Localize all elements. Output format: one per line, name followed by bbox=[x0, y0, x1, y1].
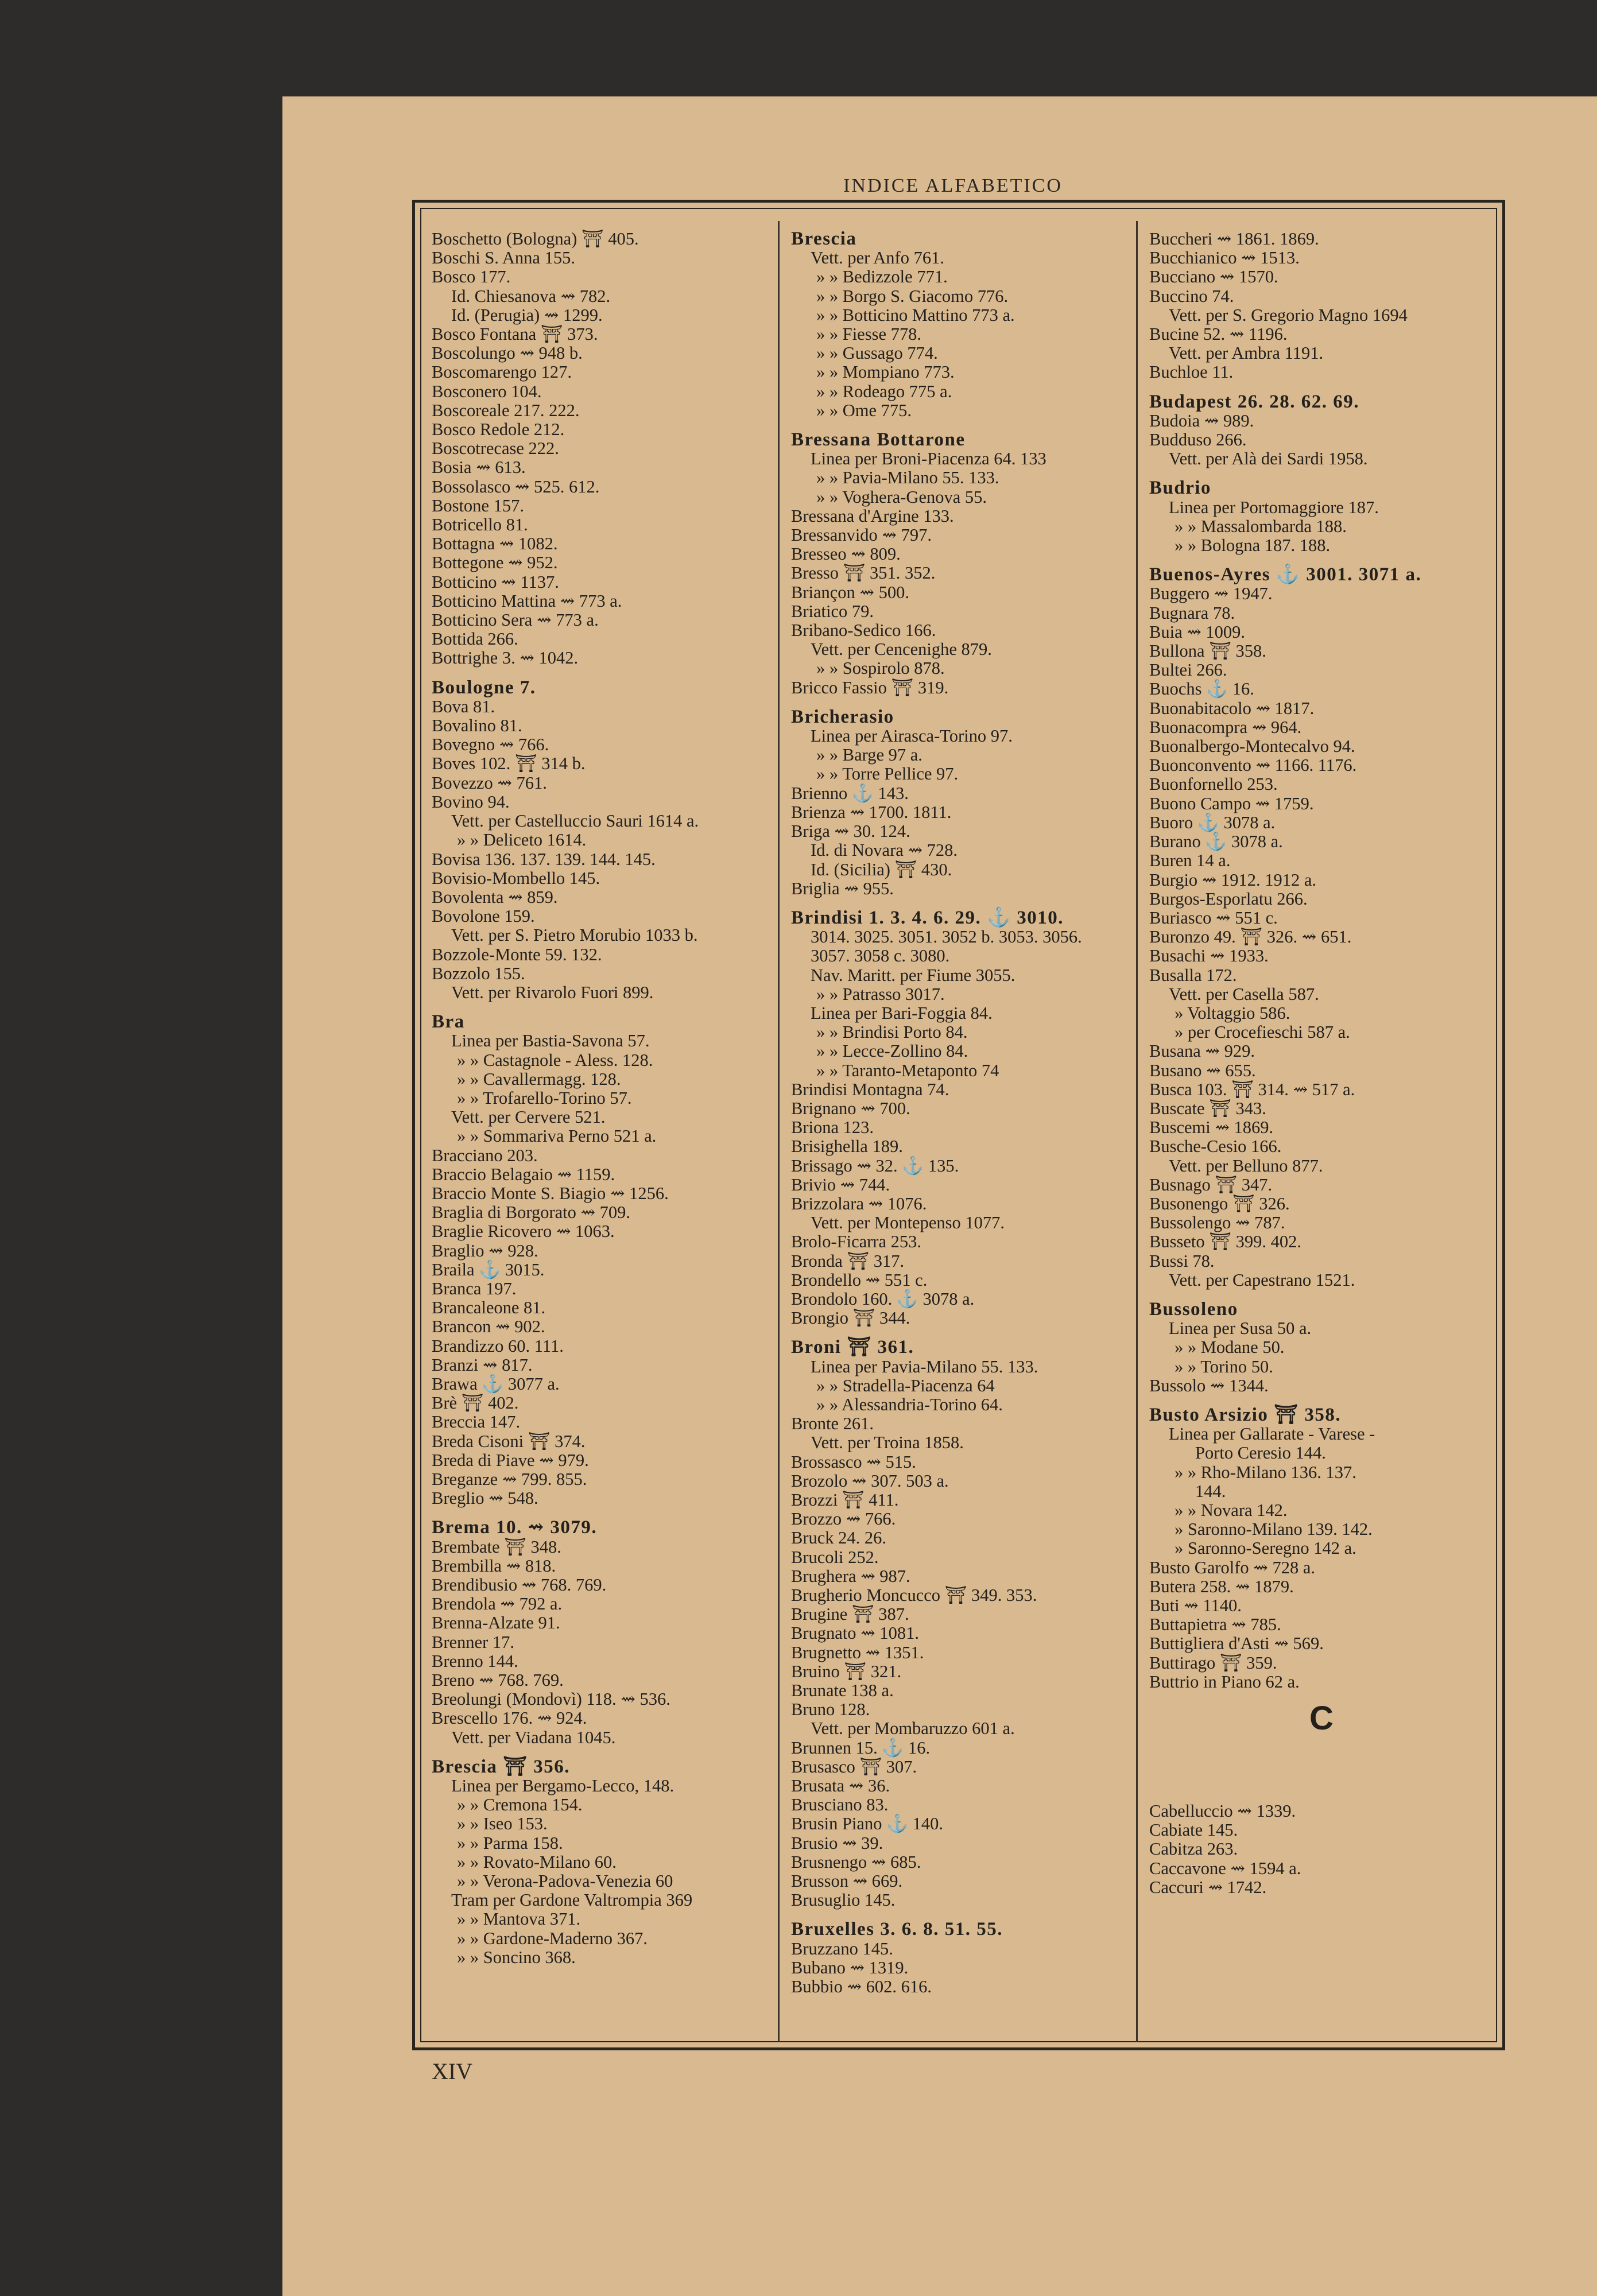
index-entry: Bressanvido ⇝ 797. bbox=[791, 525, 932, 545]
index-entry: » » Pavia-Milano 55. 133. bbox=[816, 468, 999, 488]
index-entry: Buti ⇝ 1140. bbox=[1149, 1596, 1242, 1616]
index-entry: Brè ⛩ 402. bbox=[432, 1393, 519, 1413]
index-entry: » » Gussago 774. bbox=[816, 343, 938, 363]
index-entry: Cabelluccio ⇝ 1339. bbox=[1149, 1801, 1296, 1821]
index-entry: Brizzolara ⇝ 1076. bbox=[791, 1193, 927, 1213]
index-entry: Brolo-Ficarra 253. bbox=[791, 1232, 921, 1252]
index-column-2 bbox=[791, 230, 1124, 1996]
index-entry: Brienza ⇝ 1700. 1811. bbox=[791, 802, 952, 822]
index-entry: 3057. 3058 c. 3080. bbox=[811, 946, 950, 966]
index-entry: Butera 258. ⇝ 1879. bbox=[1149, 1576, 1294, 1596]
index-entry: Vett. per Capestrano 1521. bbox=[1169, 1270, 1355, 1290]
index-entry: Buonconvento ⇝ 1166. 1176. bbox=[1149, 755, 1357, 775]
index-entry: Bucine 52. ⇝ 1196. bbox=[1149, 324, 1288, 344]
index-entry: » » Lecce-Zollino 84. bbox=[816, 1041, 968, 1061]
index-entry: Linea per Broni-Piacenza 64. 133 bbox=[811, 449, 1046, 469]
index-entry: Caccuri ⇝ 1742. bbox=[1149, 1877, 1267, 1897]
index-entry: Buscate ⛩ 343. bbox=[1149, 1098, 1266, 1118]
index-entry: Budoia ⇝ 989. bbox=[1149, 410, 1254, 430]
index-entry: Brughera ⇝ 987. bbox=[791, 1566, 910, 1586]
index-entry: » » Botticino Mattino 773 a. bbox=[816, 305, 1015, 325]
index-entry: Porto Ceresio 144. bbox=[1195, 1443, 1326, 1463]
index-entry: Vett. per Viadana 1045. bbox=[451, 1727, 616, 1747]
index-entry: Bugnara 78. bbox=[1149, 603, 1235, 623]
index-entry: Bussi 78. bbox=[1149, 1251, 1215, 1271]
column-divider bbox=[1136, 221, 1138, 2042]
index-entry: Bozzole-Monte 59. 132. bbox=[432, 944, 602, 964]
index-entry: Busana ⇝ 929. bbox=[1149, 1041, 1255, 1061]
index-entry: Bosco 177. bbox=[432, 267, 511, 287]
index-entry: Busnago ⛩ 347. bbox=[1149, 1174, 1273, 1194]
index-entry: Linea per Airasca-Torino 97. bbox=[811, 726, 1013, 746]
index-entry: Buochs ⚓ 16. bbox=[1149, 679, 1254, 699]
index-entry: Vett. per Cencenighe 879. bbox=[811, 639, 992, 660]
index-entry: Braglia di Borgorato ⇝ 709. bbox=[432, 1203, 631, 1223]
index-entry: Brucoli 252. bbox=[791, 1547, 879, 1567]
index-entry: Briga ⇝ 30. 124. bbox=[791, 821, 910, 841]
index-entry: Breda Cisoni ⛩ 374. bbox=[432, 1431, 586, 1451]
index-entry: Breda di Piave ⇝ 979. bbox=[432, 1450, 589, 1470]
index-entry: Brugnetto ⇝ 1351. bbox=[791, 1642, 924, 1662]
index-entry: » » Sommariva Perno 521 a. bbox=[457, 1126, 657, 1146]
index-entry: Bovino 94. bbox=[432, 792, 510, 812]
index-entry: Buonabitacolo ⇝ 1817. bbox=[1149, 698, 1315, 718]
index-entry: Buccino 74. bbox=[1149, 286, 1234, 306]
index-entry: » » Massalombarda 188. bbox=[1175, 516, 1347, 536]
index-entry: Braccio Belagaio ⇝ 1159. bbox=[432, 1164, 615, 1184]
index-entry: » per Crocefieschi 587 a. bbox=[1175, 1022, 1350, 1042]
index-entry: Buttirago ⛩ 359. bbox=[1149, 1653, 1277, 1673]
index-entry: Vett. per Alà dei Sardi 1958. bbox=[1169, 449, 1368, 469]
index-entry: Breccia 147. bbox=[432, 1412, 521, 1432]
index-entry: » » Brindisi Porto 84. bbox=[816, 1022, 968, 1042]
index-entry: Bosconero 104. bbox=[432, 381, 542, 401]
index-entry: Bovisa 136. 137. 139. 144. 145. bbox=[432, 849, 656, 869]
index-entry: » » Voghera-Genova 55. bbox=[816, 487, 987, 507]
index-entry: Brozzi ⛩ 411. bbox=[791, 1490, 899, 1510]
index-entry: Bressana d'Argine 133. bbox=[791, 506, 954, 526]
index-entry: Brembate ⛩ 348. bbox=[432, 1537, 561, 1557]
index-entry: Braglio ⇝ 928. bbox=[432, 1240, 538, 1261]
index-entry: Brusuglio 145. bbox=[791, 1890, 896, 1910]
index-entry: Brenno 144. bbox=[432, 1651, 518, 1671]
index-entry: Brusson ⇝ 669. bbox=[791, 1871, 903, 1891]
index-entry: » Saronno-Seregno 142 a. bbox=[1175, 1538, 1356, 1558]
index-entry: Bresso ⛩ 351. 352. bbox=[791, 563, 936, 583]
index-entry: » » Mantova 371. bbox=[457, 1909, 581, 1929]
index-entry: Bosco Fontana ⛩ 373. bbox=[432, 324, 598, 344]
index-entry: » Voltaggio 586. bbox=[1175, 1003, 1290, 1023]
index-entry: Bovegno ⇝ 766. bbox=[432, 735, 549, 755]
index-entry: Linea per Gallarate - Varese - bbox=[1169, 1424, 1375, 1444]
index-entry: Brenner 17. bbox=[432, 1632, 514, 1652]
index-entry: Brusin Piano ⚓ 140. bbox=[791, 1814, 944, 1834]
index-heading: Bussoleno bbox=[1149, 1298, 1238, 1320]
index-entry: Bracciano 203. bbox=[432, 1145, 538, 1165]
index-entry: Brindisi Montagna 74. bbox=[791, 1079, 949, 1099]
index-entry: » » Cremona 154. bbox=[457, 1795, 583, 1815]
index-entry: » » Mompiano 773. bbox=[816, 362, 955, 382]
index-entry: Brusciano 83. bbox=[791, 1795, 889, 1815]
index-entry: Bultei 266. bbox=[1149, 660, 1227, 680]
index-entry: Vett. per Mombaruzzo 601 a. bbox=[811, 1719, 1015, 1739]
index-entry: Linea per Bergamo-Lecco, 148. bbox=[451, 1776, 675, 1796]
index-entry: Buoro ⚓ 3078 a. bbox=[1149, 812, 1276, 832]
index-entry: Bovisio-Mombello 145. bbox=[432, 868, 600, 888]
index-entry: Brancaleone 81. bbox=[432, 1298, 546, 1318]
index-entry: Vett. per Belluno 877. bbox=[1169, 1155, 1323, 1176]
index-heading: Busto Arsizio ⛩ 358. bbox=[1149, 1404, 1342, 1425]
index-entry: Buttigliera d'Asti ⇝ 569. bbox=[1149, 1634, 1324, 1654]
index-entry: Bucciano ⇝ 1570. bbox=[1149, 267, 1278, 287]
index-entry: Buttapietra ⇝ 785. bbox=[1149, 1615, 1281, 1635]
index-heading: Boulogne 7. bbox=[432, 677, 536, 698]
index-entry: » » Modane 50. bbox=[1175, 1337, 1285, 1358]
index-entry: » » Trofarello-Torino 57. bbox=[457, 1088, 632, 1108]
index-entry: Brancon ⇝ 902. bbox=[432, 1317, 545, 1337]
index-entry: Linea per Bastia-Savona 57. bbox=[451, 1031, 650, 1051]
index-entry: » » Novara 142. bbox=[1175, 1500, 1288, 1520]
index-entry: » » Barge 97 a. bbox=[816, 745, 922, 765]
index-entry: Boschi S. Anna 155. bbox=[432, 248, 575, 268]
index-entry: Buia ⇝ 1009. bbox=[1149, 622, 1246, 642]
index-entry: Botticino ⇝ 1137. bbox=[432, 572, 559, 592]
index-entry: Bovezzo ⇝ 761. bbox=[432, 773, 547, 793]
index-entry: Boscolungo ⇝ 948 b. bbox=[432, 343, 583, 363]
index-entry: Briona 123. bbox=[791, 1118, 874, 1138]
index-entry: Bovolenta ⇝ 859. bbox=[432, 887, 558, 907]
index-heading: Bruxelles 3. 6. 8. 51. 55. bbox=[791, 1919, 1003, 1940]
index-entry: Id. (Sicilia) ⛩ 430. bbox=[811, 859, 952, 879]
index-entry: » Saronno-Milano 139. 142. bbox=[1175, 1519, 1373, 1539]
index-heading: Budrio bbox=[1149, 478, 1212, 499]
index-entry: Buonacompra ⇝ 964. bbox=[1149, 717, 1302, 737]
index-heading: Bressana Bottarone bbox=[791, 429, 966, 451]
index-entry: Linea per Bari-Foggia 84. bbox=[811, 1003, 993, 1023]
index-entry: Bullona ⛩ 358. bbox=[1149, 641, 1266, 661]
index-entry: Boscomarengo 127. bbox=[432, 362, 572, 382]
index-entry: Vett. per Castelluccio Sauri 1614 a. bbox=[451, 811, 699, 831]
index-column-3 bbox=[1149, 230, 1494, 1897]
index-entry: » » Cavallermagg. 128. bbox=[457, 1069, 621, 1089]
index-entry: Branca 197. bbox=[432, 1278, 517, 1298]
index-entry: Buchloe 11. bbox=[1149, 362, 1234, 382]
index-column-1 bbox=[432, 230, 765, 1967]
index-entry: » » Rodeago 775 a. bbox=[816, 381, 952, 401]
index-entry: » » Deliceto 1614. bbox=[457, 830, 587, 850]
index-entry: » » Verona-Padova-Venezia 60 bbox=[457, 1871, 673, 1891]
index-entry: Boscoreale 217. 222. bbox=[432, 400, 580, 420]
index-entry: Bussolo ⇝ 1344. bbox=[1149, 1375, 1269, 1395]
index-entry: Brendibusio ⇝ 768. 769. bbox=[432, 1575, 607, 1595]
index-entry: Burgos-Esporlatu 266. bbox=[1149, 889, 1308, 909]
index-entry: Vett. per Casella 587. bbox=[1169, 984, 1319, 1004]
index-entry: Brugherio Moncucco ⛩ 349. 353. bbox=[791, 1585, 1037, 1605]
index-entry: Vett. per Montepenso 1077. bbox=[811, 1213, 1005, 1233]
index-entry: Linea per Portomaggiore 187. bbox=[1169, 497, 1379, 517]
index-heading: Brescia ⛩ 356. bbox=[432, 1756, 571, 1777]
index-entry: » » Gardone-Maderno 367. bbox=[457, 1928, 648, 1948]
index-heading: Bricherasio bbox=[791, 706, 894, 727]
index-heading: Broni ⛩ 361. bbox=[791, 1337, 914, 1358]
index-entry: » » Stradella-Piacenza 64 bbox=[816, 1375, 995, 1395]
index-entry: Brawa ⚓ 3077 a. bbox=[432, 1374, 560, 1394]
index-entry: Branzi ⇝ 817. bbox=[432, 1355, 533, 1375]
index-entry: Bovolone 159. bbox=[432, 906, 535, 926]
index-entry: 144. bbox=[1195, 1481, 1226, 1501]
index-heading: Brescia bbox=[791, 228, 857, 249]
index-entry: Brugine ⛩ 387. bbox=[791, 1604, 909, 1624]
index-entry: Brossasco ⇝ 515. bbox=[791, 1452, 916, 1472]
column-divider bbox=[778, 221, 780, 2042]
index-entry: » » Taranto-Metaponto 74 bbox=[816, 1060, 999, 1080]
index-entry: Vett. per Troina 1858. bbox=[811, 1433, 964, 1453]
index-entry: Bozzolo 155. bbox=[432, 963, 525, 983]
index-entry: Buscemi ⇝ 1869. bbox=[1149, 1118, 1274, 1138]
index-entry: Bruck 24. 26. bbox=[791, 1528, 887, 1548]
index-entry: Brunnen 15. ⚓ 16. bbox=[791, 1737, 931, 1758]
index-entry: » » Ome 775. bbox=[816, 400, 912, 420]
index-entry: Id. Chiesanova ⇝ 782. bbox=[451, 286, 611, 306]
index-entry: Breganze ⇝ 799. 855. bbox=[432, 1469, 587, 1489]
index-entry: Briglia ⇝ 955. bbox=[791, 878, 894, 898]
index-entry: Burgio ⇝ 1912. 1912 a. bbox=[1149, 870, 1317, 890]
index-entry: Bovalino 81. bbox=[432, 716, 522, 736]
index-entry: Bubbio ⇝ 602. 616. bbox=[791, 1977, 932, 1997]
index-entry: Bottegone ⇝ 952. bbox=[432, 553, 558, 573]
index-entry: Brozolo ⇝ 307. 503 a. bbox=[791, 1471, 949, 1491]
index-entry: Botticino Sera ⇝ 773 a. bbox=[432, 610, 599, 630]
index-entry: 3014. 3025. 3051. 3052 b. 3053. 3056. bbox=[811, 927, 1082, 947]
index-entry: Bosco Redole 212. bbox=[432, 420, 565, 440]
index-entry: Nav. Maritt. per Fiume 3055. bbox=[811, 965, 1015, 985]
index-entry: » » Bedizzole 771. bbox=[816, 267, 948, 287]
index-entry: Brendola ⇝ 792 a. bbox=[432, 1594, 563, 1614]
index-entry: Brusnengo ⇝ 685. bbox=[791, 1852, 921, 1872]
index-entry: » » Alessandria-Torino 64. bbox=[816, 1394, 1003, 1414]
index-entry: Botricello 81. bbox=[432, 515, 528, 535]
index-entry: Busano ⇝ 655. bbox=[1149, 1060, 1256, 1080]
index-entry: Bruzzano 145. bbox=[791, 1938, 893, 1958]
index-entry: Buggero ⇝ 1947. bbox=[1149, 584, 1273, 604]
index-entry: Brienno ⚓ 143. bbox=[791, 783, 909, 803]
index-entry: Cabiate 145. bbox=[1149, 1820, 1238, 1840]
index-entry: Brescello 176. ⇝ 924. bbox=[432, 1708, 587, 1728]
index-entry: Bricco Fassio ⛩ 319. bbox=[791, 677, 949, 697]
index-entry: » » Borgo S. Giacomo 776. bbox=[816, 286, 1009, 306]
index-entry: Bronte 261. bbox=[791, 1414, 874, 1434]
index-entry: Brandizzo 60. 111. bbox=[432, 1336, 564, 1356]
index-entry: Vett. per Ambra 1191. bbox=[1169, 343, 1324, 363]
index-entry: Bubano ⇝ 1319. bbox=[791, 1957, 909, 1977]
page-title: INDICE ALFABETICO bbox=[843, 175, 1063, 196]
index-entry: Bossolasco ⇝ 525. 612. bbox=[432, 476, 600, 497]
index-entry: Buren 14 a. bbox=[1149, 851, 1231, 871]
index-entry: Buonfornello 253. bbox=[1149, 774, 1278, 794]
index-entry: Bruino ⛩ 321. bbox=[791, 1661, 902, 1681]
index-entry: Brissago ⇝ 32. ⚓ 135. bbox=[791, 1155, 959, 1176]
index-entry: Buccheri ⇝ 1861. 1869. bbox=[1149, 229, 1319, 249]
index-entry: Id. (Perugia) ⇝ 1299. bbox=[451, 305, 603, 325]
index-entry: » » Iseo 153. bbox=[457, 1814, 548, 1834]
index-entry: Briançon ⇝ 500. bbox=[791, 582, 909, 602]
index-entry: Bostone 157. bbox=[432, 495, 524, 515]
index-entry: Brisighella 189. bbox=[791, 1137, 903, 1157]
index-entry: Brembilla ⇝ 818. bbox=[432, 1556, 556, 1576]
page-number: XIV bbox=[432, 2058, 473, 2084]
index-entry: Brondolo 160. ⚓ 3078 a. bbox=[791, 1289, 975, 1309]
index-entry: Linea per Pavia-Milano 55. 133. bbox=[811, 1356, 1038, 1376]
index-entry: Brusasco ⛩ 307. bbox=[791, 1756, 917, 1777]
index-heading: Buenos-Ayres ⚓ 3001. 3071 a. bbox=[1149, 564, 1422, 585]
index-entry: Bussolengo ⇝ 787. bbox=[1149, 1213, 1285, 1233]
index-entry: Busto Garolfo ⇝ 728 a. bbox=[1149, 1557, 1316, 1577]
index-entry: Braila ⚓ 3015. bbox=[432, 1259, 545, 1279]
index-entry: » » Soncino 368. bbox=[457, 1947, 576, 1967]
index-entry: Buriasco ⇝ 551 c. bbox=[1149, 907, 1278, 928]
index-heading: Budapest 26. 28. 62. 69. bbox=[1149, 391, 1360, 412]
index-entry: » » Torre Pellice 97. bbox=[816, 764, 959, 784]
index-entry: Bottida 266. bbox=[432, 629, 518, 649]
index-heading: Brindisi 1. 3. 4. 6. 29. ⚓ 3010. bbox=[791, 907, 1064, 928]
index-entry: » » Rho-Milano 136. 137. bbox=[1175, 1462, 1356, 1482]
index-entry: Busca 103. ⛩ 314. ⇝ 517 a. bbox=[1149, 1079, 1355, 1099]
index-entry: Linea per Susa 50 a. bbox=[1169, 1318, 1312, 1339]
index-entry: Botticino Mattina ⇝ 773 a. bbox=[432, 591, 622, 611]
index-entry: » » Patrasso 3017. bbox=[816, 984, 945, 1004]
index-entry: Busonengo ⛩ 326. bbox=[1149, 1193, 1290, 1213]
index-entry: Cabitza 263. bbox=[1149, 1839, 1238, 1859]
index-entry: Buonalbergo-Montecalvo 94. bbox=[1149, 736, 1355, 757]
index-entry: Boscotrecase 222. bbox=[432, 439, 559, 459]
index-entry: Bottagna ⇝ 1082. bbox=[432, 534, 558, 554]
index-entry: Brivio ⇝ 744. bbox=[791, 1174, 890, 1194]
index-entry: Budduso 266. bbox=[1149, 430, 1247, 450]
index-entry: Vett. per Anfo 761. bbox=[811, 248, 944, 268]
index-entry: Briatico 79. bbox=[791, 601, 874, 621]
index-heading: Brema 10. ⇝ 3079. bbox=[432, 1517, 598, 1538]
index-entry: Bronda ⛩ 317. bbox=[791, 1251, 905, 1271]
index-entry: » » Sospirolo 878. bbox=[816, 658, 945, 678]
index-entry: Bottrighe 3. ⇝ 1042. bbox=[432, 648, 579, 668]
index-entry: » » Parma 158. bbox=[457, 1833, 563, 1853]
index-entry: Tram per Gardone Valtrompia 369 bbox=[451, 1890, 693, 1910]
index-entry: Bucchianico ⇝ 1513. bbox=[1149, 248, 1300, 268]
index-entry: Brondello ⇝ 551 c. bbox=[791, 1270, 928, 1290]
index-entry: Brongio ⛩ 344. bbox=[791, 1308, 910, 1328]
index-heading: Bra bbox=[432, 1011, 465, 1033]
index-entry: Braccio Monte S. Biagio ⇝ 1256. bbox=[432, 1183, 669, 1203]
index-entry: » » Rovato-Milano 60. bbox=[457, 1852, 617, 1872]
index-entry: Boves 102. ⛩ 314 b. bbox=[432, 754, 586, 774]
index-entry: Vett. per Rivarolo Fuori 899. bbox=[451, 982, 654, 1002]
index-entry: Brignano ⇝ 700. bbox=[791, 1098, 910, 1118]
index-entry: Busachi ⇝ 1933. bbox=[1149, 946, 1269, 966]
index-entry: » » Bologna 187. 188. bbox=[1175, 536, 1331, 556]
index-entry: Bruno 128. bbox=[791, 1700, 870, 1720]
index-entry: Buronzo 49. ⛩ 326. ⇝ 651. bbox=[1149, 927, 1352, 947]
index-entry: Brozzo ⇝ 766. bbox=[791, 1509, 896, 1529]
index-entry: Breolungi (Mondovì) 118. ⇝ 536. bbox=[432, 1689, 670, 1709]
index-entry: Buttrio in Piano 62 a. bbox=[1149, 1671, 1300, 1692]
index-entry: » » Castagnole - Aless. 128. bbox=[457, 1050, 653, 1070]
index-entry: Vett. per S. Pietro Morubio 1033 b. bbox=[451, 925, 698, 945]
index-entry: Vett. per S. Gregorio Magno 1694 bbox=[1169, 305, 1408, 325]
index-entry: Bresseo ⇝ 809. bbox=[791, 544, 901, 564]
index-entry: Burano ⚓ 3078 a. bbox=[1149, 832, 1283, 852]
index-entry: Caccavone ⇝ 1594 a. bbox=[1149, 1858, 1301, 1878]
index-entry: Boschetto (Bologna) ⛩ 405. bbox=[432, 229, 639, 249]
index-entry: » » Torino 50. bbox=[1175, 1356, 1273, 1376]
index-entry: Breglio ⇝ 548. bbox=[432, 1488, 538, 1508]
index-entry: Brenna-Alzate 91. bbox=[432, 1613, 560, 1633]
section-letter: C bbox=[1309, 1700, 1334, 1737]
index-entry: Braglie Ricovero ⇝ 1063. bbox=[432, 1221, 615, 1242]
index-entry: Brusata ⇝ 36. bbox=[791, 1776, 890, 1796]
index-entry: Bova 81. bbox=[432, 696, 495, 716]
index-entry: Breno ⇝ 768. 769. bbox=[432, 1670, 564, 1690]
index-entry: » » Fiesse 778. bbox=[816, 324, 921, 344]
index-entry: Busalla 172. bbox=[1149, 965, 1237, 985]
index-entry: Busseto ⛩ 399. 402. bbox=[1149, 1232, 1301, 1252]
index-entry: Brugnato ⇝ 1081. bbox=[791, 1623, 919, 1643]
index-entry: Brunate 138 a. bbox=[791, 1681, 894, 1701]
index-entry: Busche-Cesio 166. bbox=[1149, 1137, 1282, 1157]
index-entry: Bosia ⇝ 613. bbox=[432, 457, 526, 478]
index-entry: Vett. per Cervere 521. bbox=[451, 1107, 606, 1127]
index-entry: Bribano-Sedico 166. bbox=[791, 620, 936, 641]
index-entry: Buono Campo ⇝ 1759. bbox=[1149, 793, 1314, 813]
index-entry: Brusio ⇝ 39. bbox=[791, 1833, 883, 1853]
index-entry: Id. di Novara ⇝ 728. bbox=[811, 840, 958, 860]
